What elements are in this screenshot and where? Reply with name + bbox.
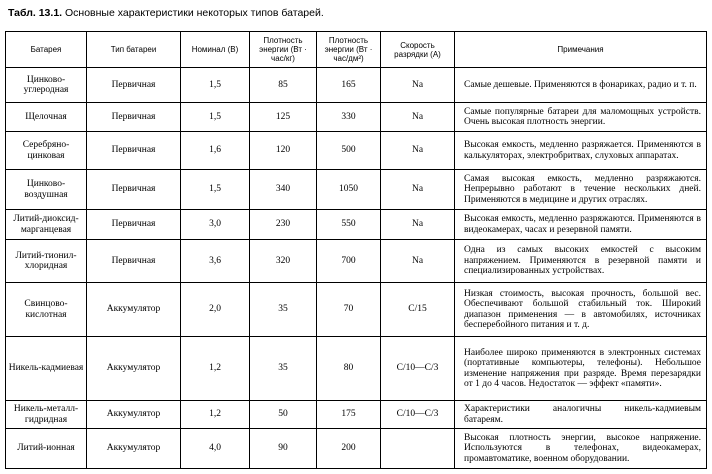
cell-voltage: 3,6	[181, 240, 250, 283]
table-row	[6, 240, 707, 283]
cell-energy-volume: 700	[317, 240, 381, 283]
cell-energy-volume: 200	[317, 429, 381, 469]
col-header-battery: Батарея	[6, 32, 87, 68]
table-row	[6, 132, 707, 170]
cell-type: Первичная	[87, 240, 181, 283]
cell-energy-volume: 70	[317, 283, 381, 337]
cell-battery: Серебряно-цинковая	[6, 132, 87, 170]
cell-type: Аккумулятор	[87, 401, 181, 429]
col-header-discharge-rate: Скорость разрядки (А)	[381, 32, 455, 68]
table-title: Основные характеристики некоторых типов батарей.	[65, 7, 324, 19]
cell-energy-volume: 165	[317, 68, 381, 103]
cell-energy-volume: 80	[317, 337, 381, 401]
cell-energy-mass: 230	[250, 210, 317, 240]
table-row	[6, 337, 707, 401]
cell-battery: Никель-кадмиевая	[6, 337, 87, 401]
col-header-type: Тип батареи	[87, 32, 181, 68]
cell-energy-volume: 500	[317, 132, 381, 170]
cell-notes: Высокая емкость, медленно разряжаются. Применяются в видеокамерах, часах и резервной памяти.	[455, 210, 707, 240]
col-header-voltage: Номинал (В)	[181, 32, 250, 68]
header-row	[6, 32, 707, 68]
cell-energy-mass: 125	[250, 103, 317, 132]
cell-notes: Характеристики аналогичны никель-кадмиевым батареям.	[455, 401, 707, 429]
table-row	[6, 170, 707, 210]
cell-discharge-rate	[381, 429, 455, 469]
cell-energy-mass: 35	[250, 283, 317, 337]
cell-type: Первичная	[87, 170, 181, 210]
cell-notes: Низкая стоимость, высокая прочность, большой вес. Обеспечивают большой стабильный ток. Широкий диапазон применения — в автомобилях, источниках бесперебойного питания и т. д.	[455, 283, 707, 337]
cell-energy-volume: 175	[317, 401, 381, 429]
cell-battery: Щелочная	[6, 103, 87, 132]
cell-type: Аккумулятор	[87, 283, 181, 337]
cell-energy-volume: 550	[317, 210, 381, 240]
cell-voltage: 1,2	[181, 337, 250, 401]
cell-battery: Свинцово-кислотная	[6, 283, 87, 337]
table-number: Табл. 13.1.	[8, 7, 63, 19]
cell-battery: Цинково-углеродная	[6, 68, 87, 103]
table-row	[6, 429, 707, 469]
cell-discharge-rate: Na	[381, 132, 455, 170]
battery-table	[5, 31, 707, 469]
cell-discharge-rate: C/15	[381, 283, 455, 337]
cell-type: Первичная	[87, 210, 181, 240]
cell-battery: Литий-ионная	[6, 429, 87, 469]
cell-discharge-rate: C/10—C/3	[381, 337, 455, 401]
cell-type: Первичная	[87, 132, 181, 170]
cell-energy-mass: 90	[250, 429, 317, 469]
table-row	[6, 68, 707, 103]
cell-voltage: 1,2	[181, 401, 250, 429]
cell-energy-mass: 85	[250, 68, 317, 103]
cell-discharge-rate: Na	[381, 103, 455, 132]
col-header-energy-mass: Плотность энергии (Вт · час/кг)	[250, 32, 317, 68]
cell-discharge-rate: Na	[381, 170, 455, 210]
cell-battery: Цинково-воздушная	[6, 170, 87, 210]
cell-voltage: 1,5	[181, 103, 250, 132]
col-header-notes: Примечания	[455, 32, 707, 68]
cell-battery: Никель-металл-гидридная	[6, 401, 87, 429]
cell-voltage: 1,5	[181, 170, 250, 210]
cell-voltage: 1,5	[181, 68, 250, 103]
table-caption	[8, 5, 324, 21]
cell-notes: Высокая емкость, медленно разряжается. Применяются в калькуляторах, электробритвах, слуховых аппаратах.	[455, 132, 707, 170]
table-row	[6, 210, 707, 240]
cell-energy-mass: 50	[250, 401, 317, 429]
cell-notes: Самые дешевые. Применяются в фонариках, радио и т. п.	[455, 68, 707, 103]
cell-notes: Самая высокая емкость, медленно разряжаются. Непрерывно работают в течение нескольких дней. Применяются в медицине и других отраслях.	[455, 170, 707, 210]
cell-discharge-rate: Na	[381, 240, 455, 283]
cell-type: Аккумулятор	[87, 337, 181, 401]
cell-voltage: 4,0	[181, 429, 250, 469]
cell-notes: Самые популярные батареи для маломощных устройств. Очень высокая плотность энергии.	[455, 103, 707, 132]
cell-type: Аккумулятор	[87, 429, 181, 469]
cell-energy-volume: 1050	[317, 170, 381, 210]
cell-discharge-rate: Na	[381, 68, 455, 103]
cell-voltage: 3,0	[181, 210, 250, 240]
cell-notes: Высокая плотность энергии, высокое напряжение. Используются в телефонах, видеокамерах, промавтоматике, военном оборудовании.	[455, 429, 707, 469]
table-row	[6, 401, 707, 429]
cell-discharge-rate: C/10—C/3	[381, 401, 455, 429]
cell-energy-mass: 320	[250, 240, 317, 283]
cell-energy-mass: 35	[250, 337, 317, 401]
cell-voltage: 2,0	[181, 283, 250, 337]
table-row	[6, 103, 707, 132]
table-row	[6, 283, 707, 337]
cell-discharge-rate: Na	[381, 210, 455, 240]
col-header-energy-volume: Плотность энергии (Вт · час/дм²)	[317, 32, 381, 68]
cell-energy-mass: 120	[250, 132, 317, 170]
cell-notes: Одна из самых высоких емкостей с высоким напряжением. Применяются в резервной памяти и специализированных устройствах.	[455, 240, 707, 283]
cell-type: Первичная	[87, 103, 181, 132]
cell-notes: Наиболее широко применяются в электронных системах (портативные компьютеры, телефоны). Небольшое изменение напряжения при разряде. Время перезарядки от 1 до 4 часов. Недостаток — эффект «памяти».	[455, 337, 707, 401]
cell-energy-mass: 340	[250, 170, 317, 210]
cell-voltage: 1,6	[181, 132, 250, 170]
cell-type: Первичная	[87, 68, 181, 103]
cell-battery: Литий-тионил-хлоридная	[6, 240, 87, 283]
cell-energy-volume: 330	[317, 103, 381, 132]
cell-battery: Литий-диоксид-марганцевая	[6, 210, 87, 240]
